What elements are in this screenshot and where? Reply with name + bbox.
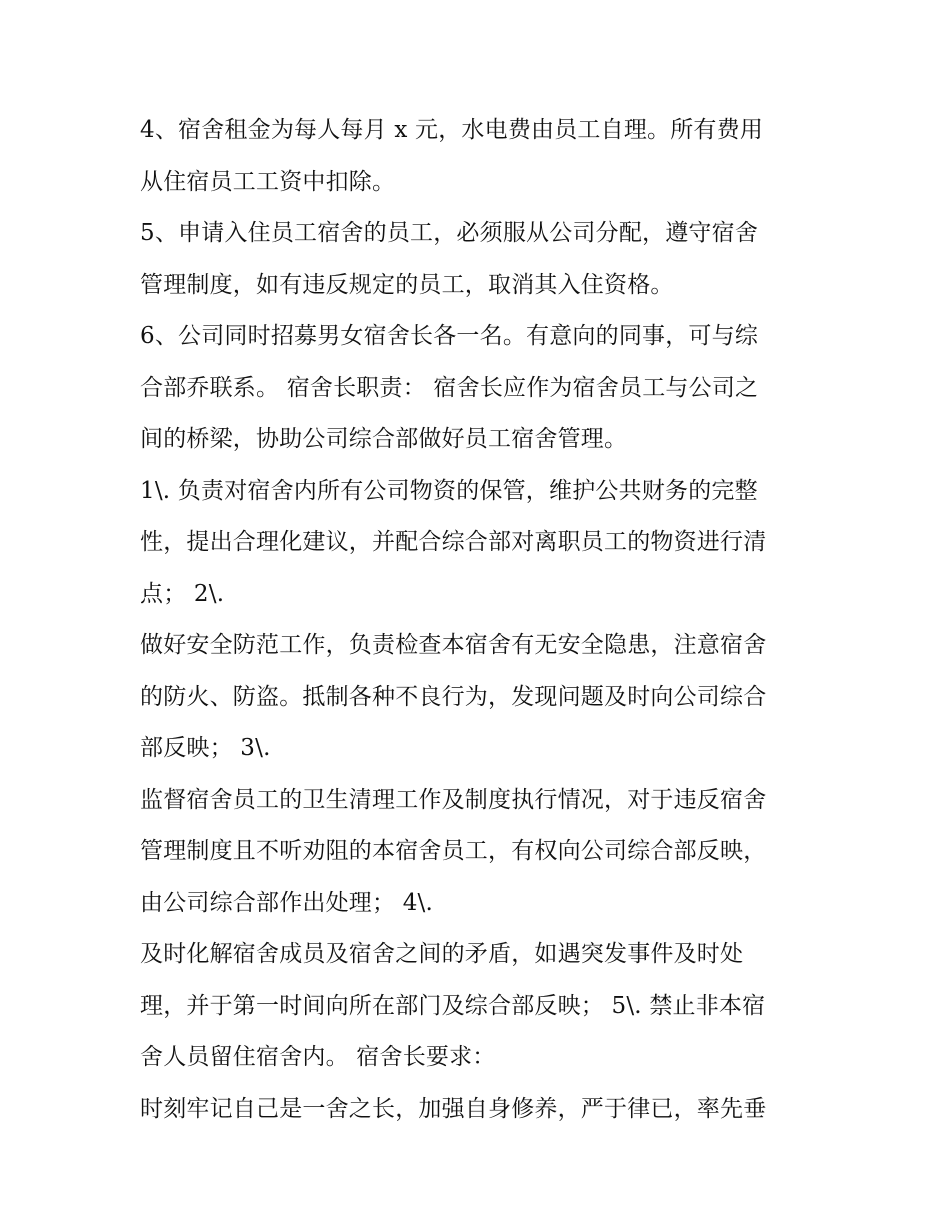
text-line: 点； 2\. [140, 580, 225, 607]
text-line: 性，提出合理化建议，并配合综合部对离职员工的物资进行清 [140, 529, 767, 555]
text-line: 1\. 负责对宿舍内所有公司物资的保管，维护公共财务的完整 [140, 477, 758, 504]
text-line: 舍人员留住宿舍内。 宿舍长要求： [140, 1044, 496, 1070]
text-line: 及时化解宿舍成员及宿舍之间的矛盾，如遇突发事件及时处 [140, 941, 744, 967]
text-line: 的防火、防盗。抵制各种不良行为，发现问题及时向公司综合 [140, 683, 767, 710]
text-line: 时刻牢记自己是一舍之长，加强自身修养，严于律已，率先垂 [140, 1095, 767, 1122]
document-page [140, 105, 820, 1135]
text-line: 5、申请入住员工宿舍的员工，必须服从公司分配，遵守宿舍 [140, 220, 759, 246]
text-line: 管理制度且不听劝阻的本宿舍员工，有权向公司综合部反映， [140, 838, 767, 864]
text-line: 监督宿舍员工的卫生清理工作及制度执行情况，对于违反宿舍 [140, 786, 767, 813]
text-line: 部反映； 3\. [140, 735, 271, 761]
text-line: 间的桥梁，协助公司综合部做好员工宿舍管理。 [140, 426, 628, 452]
text-line: 管理制度，如有违反规定的员工，取消其入住资格。 [140, 271, 674, 298]
text-line: 合部乔联系。 宿舍长职责： 宿舍长应作为宿舍员工与公司之 [140, 374, 759, 401]
text-line: 由公司综合部作出处理； 4\. [140, 889, 434, 916]
text-line: 理，并于第一时间向所在部门及综合部反映； 5\. 禁止非本宿 [140, 992, 766, 1019]
text-line: 4、宿舍租金为每人每月 x 元，水电费由员工自理。所有费用 [140, 117, 764, 143]
text-line: 6、公司同时招募男女宿舍长各一名。有意向的同事，可与综 [140, 323, 759, 349]
text-line: 从住宿员工工资中扣除。 [140, 168, 396, 195]
text-line: 做好安全防范工作，负责检查本宿舍有无安全隐患，注意宿舍 [140, 632, 767, 658]
